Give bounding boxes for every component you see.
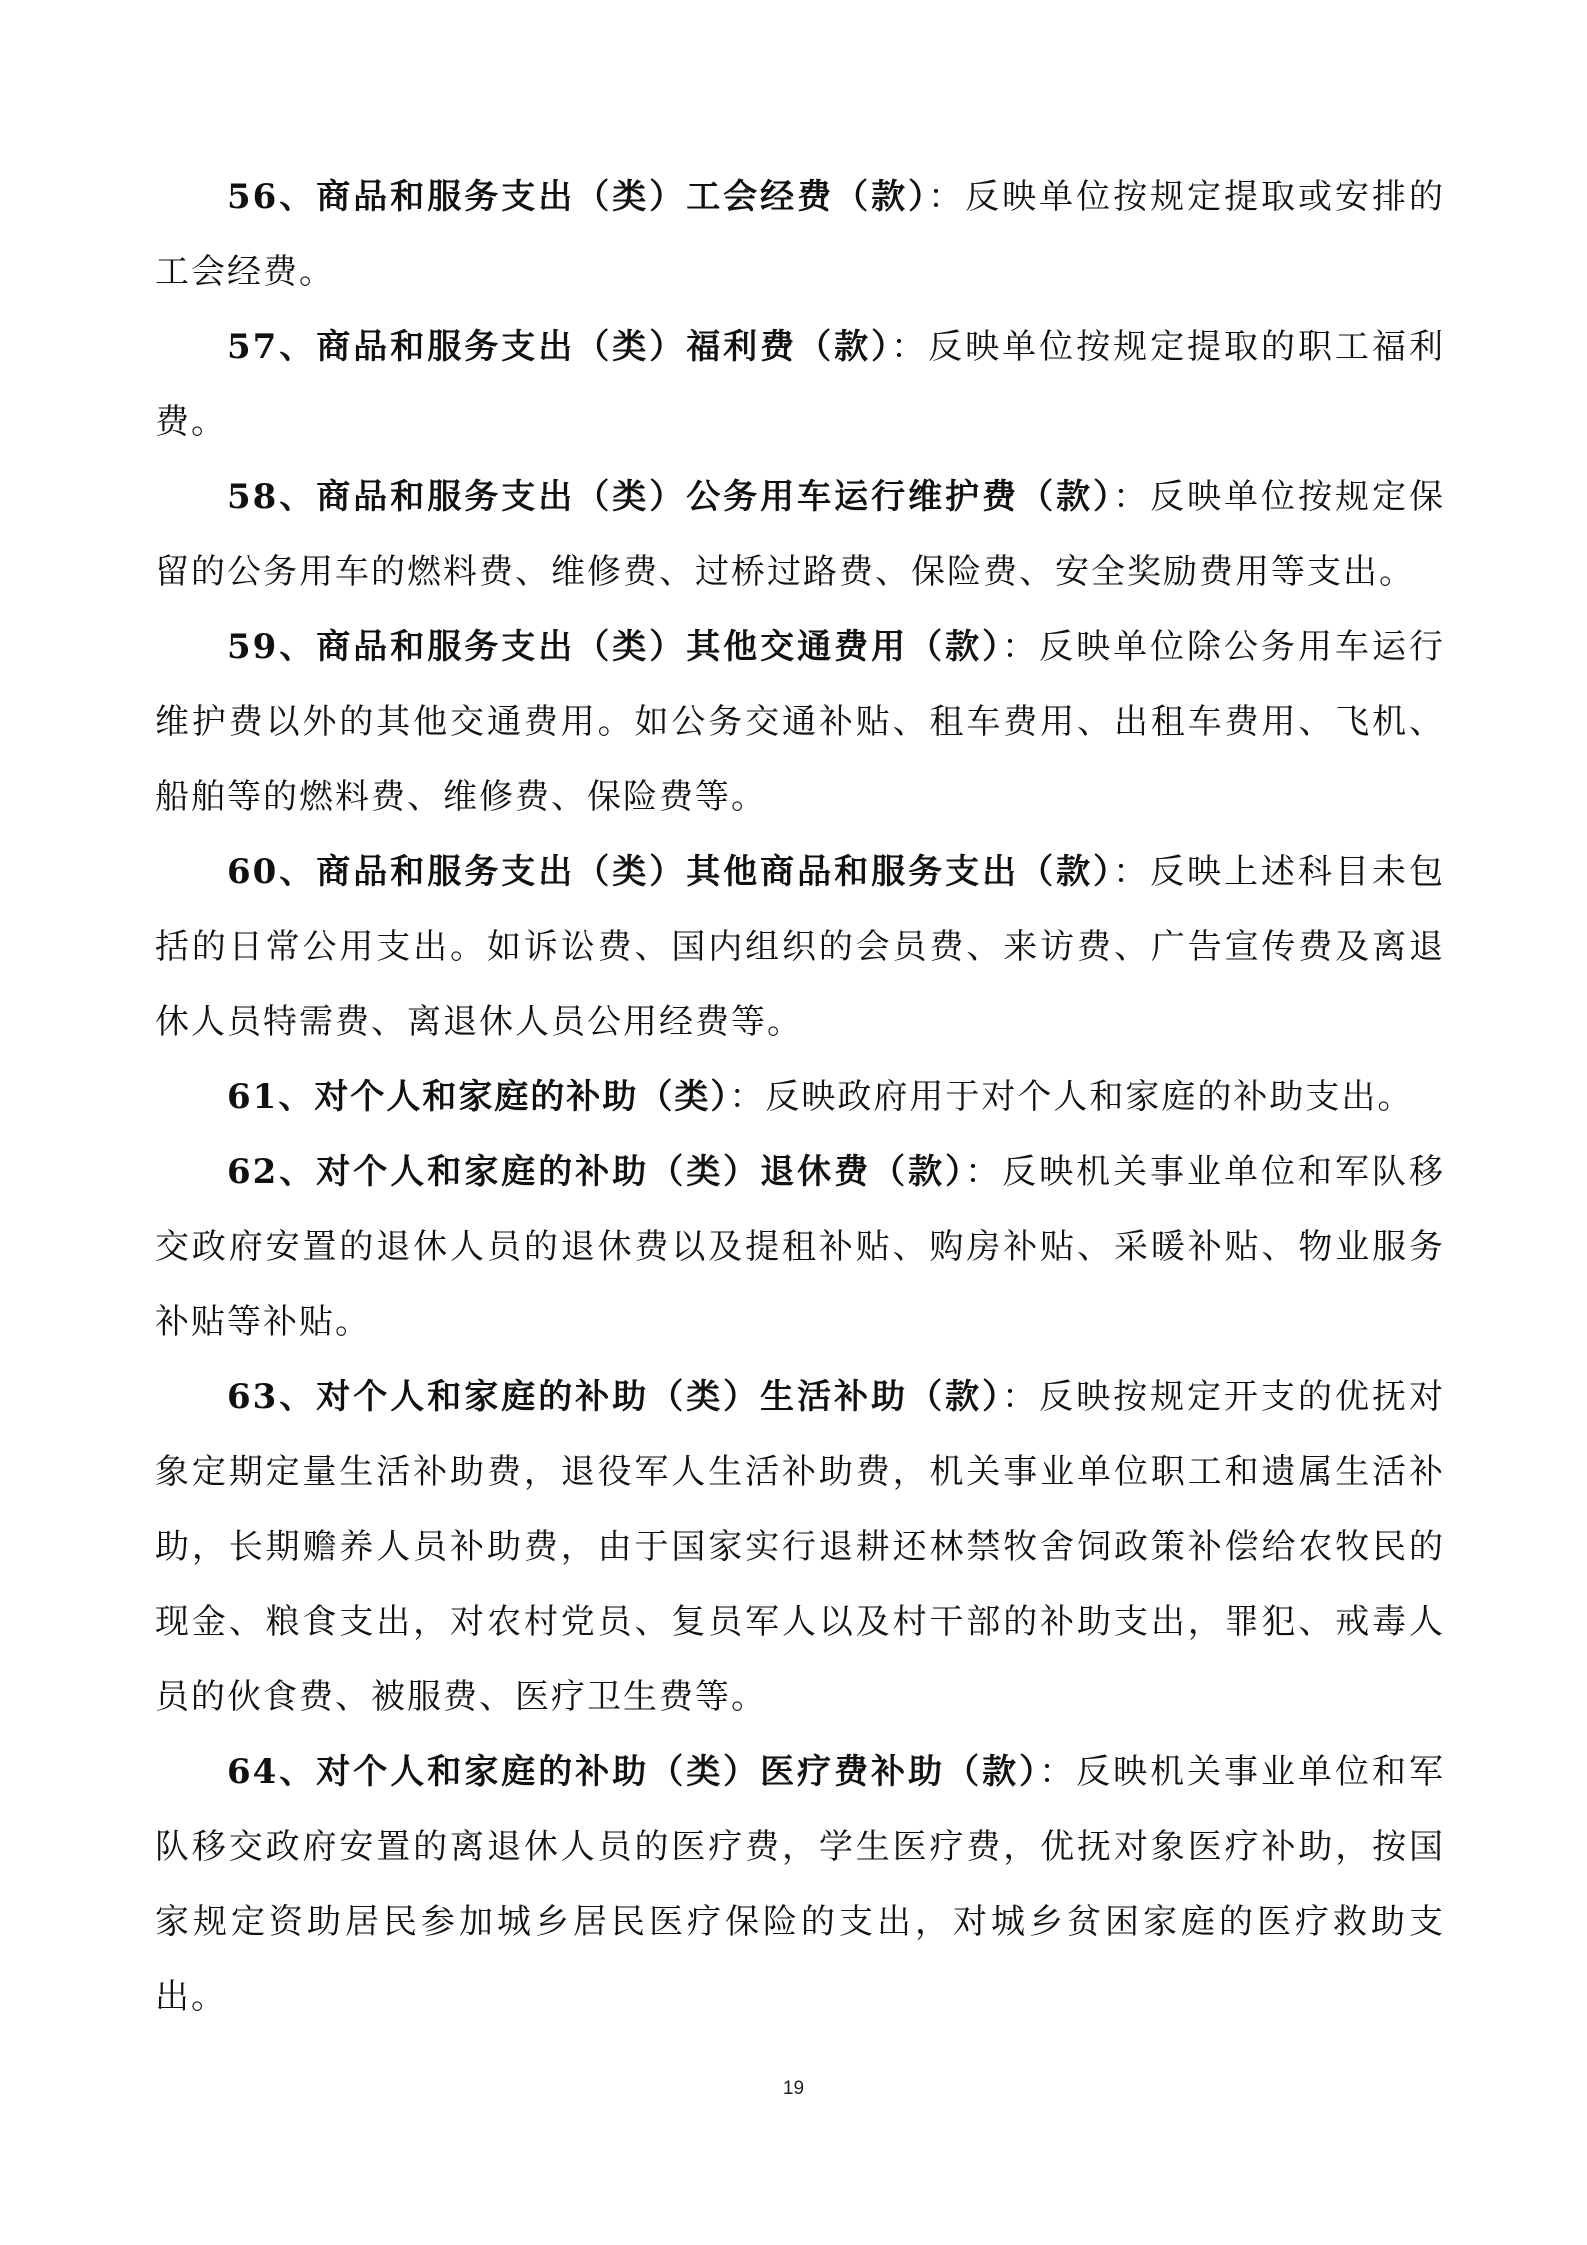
paragraph-57 xyxy=(155,310,1445,460)
paragraph-heading: 64、对个人和家庭的补助（类）医疗费补助（款） xyxy=(227,1752,1040,1792)
paragraph-60 xyxy=(155,835,1445,1060)
paragraph-heading: 57、商品和服务支出（类）福利费（款） xyxy=(227,327,892,367)
paragraph-text: ：反映单位按规定提取的职工福利费。 xyxy=(155,327,1445,442)
paragraph-text: ：反映单位按规定提取或安排的工会经费。 xyxy=(155,177,1445,292)
paragraph-58 xyxy=(155,460,1445,610)
paragraph-heading: 61、对个人和家庭的补助（类） xyxy=(227,1077,730,1117)
paragraph-text: ：反映单位除公务用车运行维护费以外的其他交通费用。如公务交通补贴、租车费用、出租车费用、飞机、船舶等的燃料费、维修费、保险费等。 xyxy=(155,627,1445,817)
paragraph-heading: 58、商品和服务支出（类）公务用车运行维护费（款） xyxy=(227,477,1114,517)
paragraph-61 xyxy=(155,1060,1445,1135)
paragraph-heading: 62、对个人和家庭的补助（类）退休费（款） xyxy=(227,1152,966,1192)
document-body xyxy=(155,160,1445,2035)
paragraph-heading: 63、对个人和家庭的补助（类）生活补助（款） xyxy=(227,1377,1003,1417)
paragraph-64 xyxy=(155,1735,1445,2035)
paragraph-text: ：反映机关事业单位和军队移交政府安置的退休人员的退休费以及提租补贴、购房补贴、采暖补贴、物业服务补贴等补贴。 xyxy=(155,1152,1445,1342)
paragraph-heading: 59、商品和服务支出（类）其他交通费用（款） xyxy=(227,627,1003,667)
paragraph-text: ：反映上述科目未包括的日常公用支出。如诉讼费、国内组织的会员费、来访费、广告宣传费及离退休人员特需费、离退休人员公用经费等。 xyxy=(155,852,1445,1042)
page-number: 19 xyxy=(782,2078,805,2099)
paragraph-heading: 56、商品和服务支出（类）工会经费（款） xyxy=(227,177,929,217)
paragraph-heading: 60、商品和服务支出（类）其他商品和服务支出（款） xyxy=(227,852,1114,892)
paragraph-text: ：反映单位按规定保留的公务用车的燃料费、维修费、过桥过路费、保险费、安全奖励费用等支出。 xyxy=(155,477,1445,592)
paragraph-56 xyxy=(155,160,1445,310)
paragraph-text: ：反映政府用于对个人和家庭的补助支出。 xyxy=(729,1077,1414,1117)
paragraph-62 xyxy=(155,1135,1445,1360)
paragraph-text: ：反映按规定开支的优抚对象定期定量生活补助费，退役军人生活补助费，机关事业单位职工和遗属生活补助，长期赡养人员补助费，由于国家实行退耕还林禁牧舍饲政策补偿给农牧民的现金、粮食支出，对农村党员、复员军人以及村干部的补助支出，罪犯、戒毒人员的伙食费、被服费、医疗卫生费等。 xyxy=(155,1377,1445,1717)
paragraph-59 xyxy=(155,610,1445,835)
paragraph-text: ：反映机关事业单位和军队移交政府安置的离退休人员的医疗费，学生医疗费，优抚对象医疗补助，按国家规定资助居民参加城乡居民医疗保险的支出，对城乡贫困家庭的医疗救助支出。 xyxy=(155,1752,1445,2017)
paragraph-63 xyxy=(155,1360,1445,1735)
